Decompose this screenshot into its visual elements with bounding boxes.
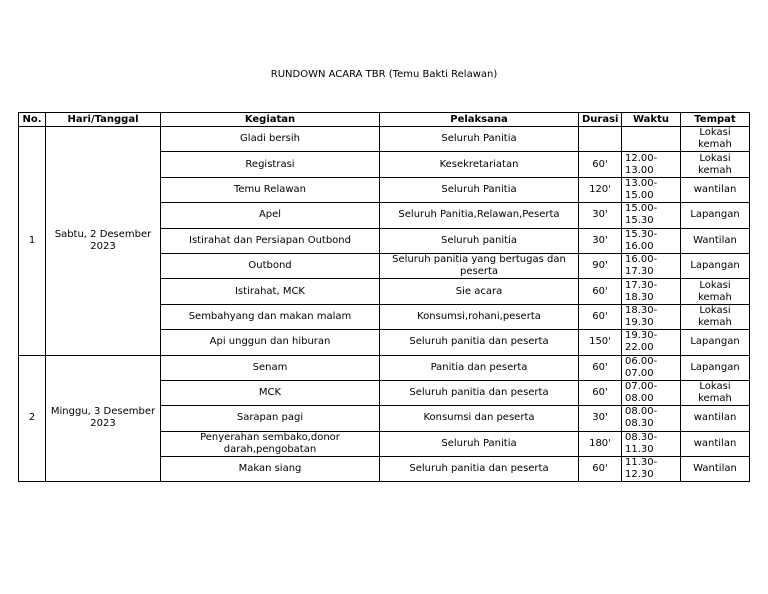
time-cell: 18.30-19.30 <box>622 304 681 329</box>
organizer-cell: Seluruh panitia dan peserta <box>380 330 579 355</box>
header-activity: Kegiatan <box>161 113 380 127</box>
activity-cell: Temu Relawan <box>161 177 380 202</box>
day-number-cell: 1 <box>19 127 46 356</box>
activity-cell: Makan siang <box>161 457 380 482</box>
place-cell: Wantilan <box>681 228 750 253</box>
activity-cell: Registrasi <box>161 152 380 177</box>
activity-cell: Sarapan pagi <box>161 406 380 431</box>
organizer-cell: Seluruh panitia dan peserta <box>380 457 579 482</box>
table-row <box>19 127 750 152</box>
header-row <box>19 113 750 127</box>
place-cell: wantilan <box>681 177 750 202</box>
table-row <box>19 355 750 380</box>
organizer-cell: Konsumsi dan peserta <box>380 406 579 431</box>
organizer-cell: Panitia dan peserta <box>380 355 579 380</box>
organizer-cell: Seluruh Panitia,Relawan,Peserta <box>380 203 579 228</box>
time-cell: 19.30-22.00 <box>622 330 681 355</box>
time-cell: 08.00-08.30 <box>622 406 681 431</box>
duration-cell: 60' <box>579 355 622 380</box>
header-place: Tempat <box>681 113 750 127</box>
time-cell: 07.00-08.00 <box>622 380 681 405</box>
duration-cell: 30' <box>579 203 622 228</box>
day-date-cell: Sabtu, 2 Desember 2023 <box>46 127 161 356</box>
organizer-cell: Konsumsi,rohani,peserta <box>380 304 579 329</box>
rundown-table <box>18 112 750 482</box>
organizer-cell: Seluruh panitia dan peserta <box>380 380 579 405</box>
time-cell: 08.30-11.30 <box>622 431 681 456</box>
place-cell: Lapangan <box>681 330 750 355</box>
place-cell: Lokasi kemah <box>681 279 750 304</box>
activity-cell: Gladi bersih <box>161 127 380 152</box>
activity-cell: MCK <box>161 380 380 405</box>
duration-cell: 180' <box>579 431 622 456</box>
duration-cell: 90' <box>579 253 622 278</box>
time-cell: 17.30-18.30 <box>622 279 681 304</box>
place-cell: Lokasi kemah <box>681 304 750 329</box>
place-cell: Lokasi kemah <box>681 380 750 405</box>
organizer-cell: Sie acara <box>380 279 579 304</box>
organizer-cell: Kesekretariatan <box>380 152 579 177</box>
organizer-cell: Seluruh Panitia <box>380 431 579 456</box>
duration-cell: 60' <box>579 279 622 304</box>
duration-cell: 60' <box>579 152 622 177</box>
activity-cell: Senam <box>161 355 380 380</box>
organizer-cell: Seluruh Panitia <box>380 127 579 152</box>
time-cell: 15.00-15.30 <box>622 203 681 228</box>
activity-cell: Istirahat, MCK <box>161 279 380 304</box>
activity-cell: Outbond <box>161 253 380 278</box>
activity-cell: Istirahat dan Persiapan Outbond <box>161 228 380 253</box>
header-time: Waktu <box>622 113 681 127</box>
duration-cell: 30' <box>579 228 622 253</box>
activity-cell: Apel <box>161 203 380 228</box>
header-no: No. <box>19 113 46 127</box>
organizer-cell: Seluruh panitia yang bertugas dan peserta <box>380 253 579 278</box>
header-organizer: Pelaksana <box>380 113 579 127</box>
table-body <box>19 127 750 482</box>
duration-cell: 60' <box>579 457 622 482</box>
activity-cell: Api unggun dan hiburan <box>161 330 380 355</box>
time-cell: 15.30-16.00 <box>622 228 681 253</box>
organizer-cell: Seluruh panitia <box>380 228 579 253</box>
place-cell: Lapangan <box>681 253 750 278</box>
duration-cell: 30' <box>579 406 622 431</box>
time-cell: 16.00-17.30 <box>622 253 681 278</box>
place-cell: Lapangan <box>681 203 750 228</box>
activity-cell: Sembahyang dan makan malam <box>161 304 380 329</box>
place-cell: Lokasi kemah <box>681 152 750 177</box>
duration-cell: 150' <box>579 330 622 355</box>
place-cell: wantilan <box>681 406 750 431</box>
duration-cell: 120' <box>579 177 622 202</box>
time-cell: 13.00-15.00 <box>622 177 681 202</box>
place-cell: wantilan <box>681 431 750 456</box>
time-cell <box>622 127 681 152</box>
place-cell: Lokasi kemah <box>681 127 750 152</box>
document-title: RUNDOWN ACARA TBR (Temu Bakti Relawan) <box>270 69 498 80</box>
day-number-cell: 2 <box>19 355 46 482</box>
time-cell: 11.30-12.30 <box>622 457 681 482</box>
time-cell: 06.00-07.00 <box>622 355 681 380</box>
header-date: Hari/Tanggal <box>46 113 161 127</box>
duration-cell: 60' <box>579 304 622 329</box>
activity-cell: Penyerahan sembako,donor darah,pengobatan <box>161 431 380 456</box>
place-cell: Wantilan <box>681 457 750 482</box>
header-duration: Durasi <box>579 113 622 127</box>
time-cell: 12.00-13.00 <box>622 152 681 177</box>
duration-cell: 60' <box>579 380 622 405</box>
day-date-cell: Minggu, 3 Desember 2023 <box>46 355 161 482</box>
place-cell: Lapangan <box>681 355 750 380</box>
organizer-cell: Seluruh Panitia <box>380 177 579 202</box>
duration-cell <box>579 127 622 152</box>
